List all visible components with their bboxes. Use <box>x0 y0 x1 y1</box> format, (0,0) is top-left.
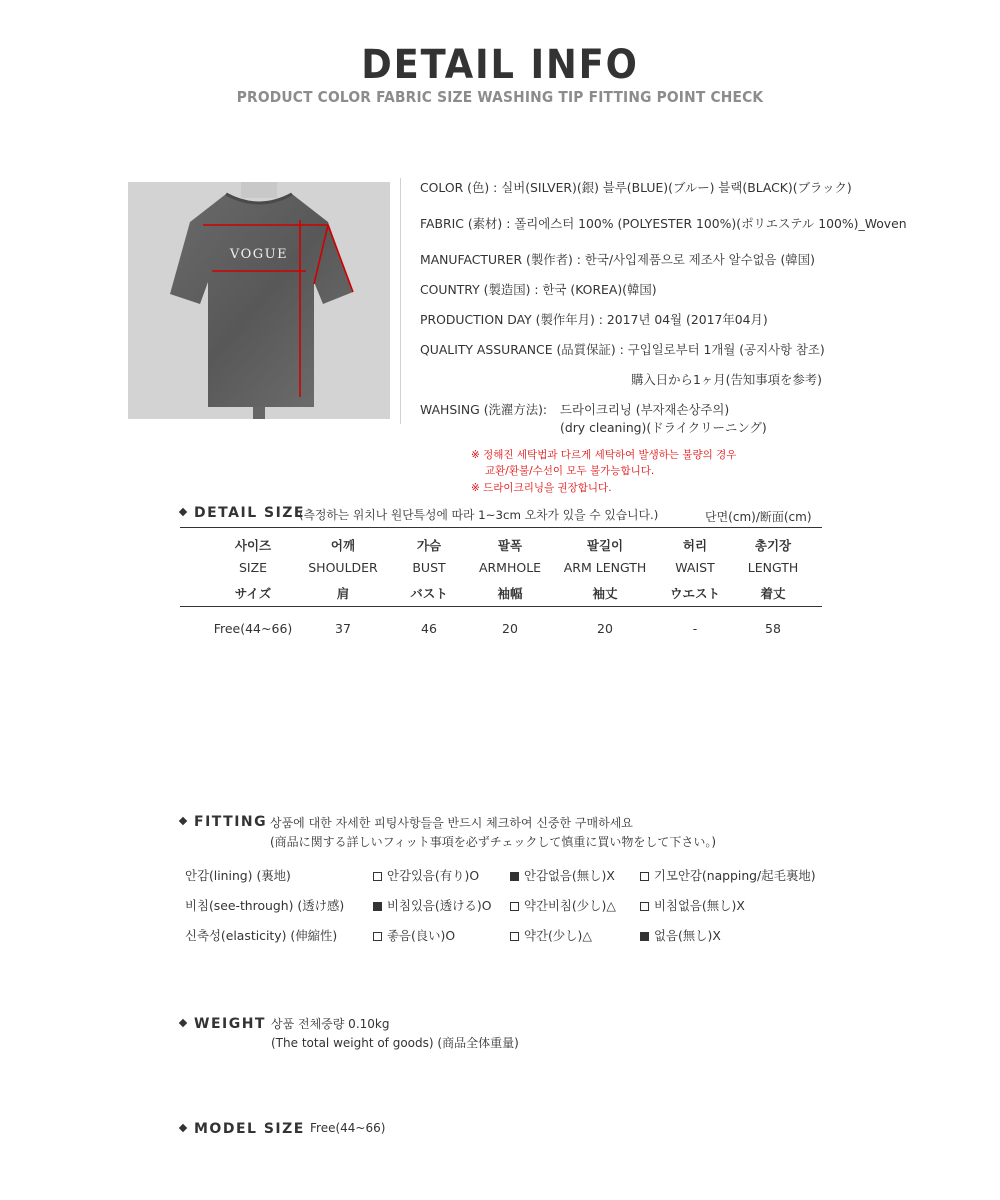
size-header-jp-6: 着丈 <box>760 586 786 601</box>
size-header-ko-0: 사이즈 <box>234 538 272 553</box>
weight-line-1: 상품 전체중량 0.10kg <box>271 1017 390 1031</box>
info-divider <box>400 178 401 424</box>
size-header-jp-0: サイズ <box>234 586 272 601</box>
size-header-ko-1: 어깨 <box>330 538 356 553</box>
fitting-label: 비침(see-through) (透け感) <box>185 898 345 913</box>
detail-size-heading: DETAIL SIZE <box>180 505 305 521</box>
size-header-ko-4: 팔길이 <box>586 538 624 553</box>
size-header-en-4: ARM LENGTH <box>563 560 647 575</box>
size-header-jp-2: バスト <box>410 586 448 601</box>
info-washing-2: (dry cleaning)(ドライクリーニング) <box>560 420 767 435</box>
page-title: DETAIL INFO <box>361 42 639 88</box>
model-size-value: Free(44~66) <box>310 1121 386 1135</box>
tshirt-illustration <box>128 182 390 419</box>
checked-box-icon <box>373 902 382 911</box>
empty-box-icon <box>640 872 649 881</box>
size-cell-2: 46 <box>421 621 437 636</box>
detail-size-note: (측정하는 위치나 원단특성에 따라 1~3cm 오차가 있을 수 있습니다.) <box>299 508 659 522</box>
empty-box-icon <box>640 902 649 911</box>
weight-line-2: (The total weight of goods) (商品全体重量) <box>271 1036 519 1050</box>
size-header-en-3: ARMHOLE <box>478 560 542 575</box>
info-country: COUNTRY (製造国) : 한국 (KOREA)(韓国) <box>420 282 657 297</box>
fitting-option <box>373 926 455 944</box>
info-manufacturer: MANUFACTURER (製作者) : 한국/사입제품으로 제조사 알수없음 (韓国) <box>420 252 815 267</box>
size-header-jp <box>180 584 822 608</box>
size-cell-1: 37 <box>335 621 351 636</box>
fitting-option-label: 비침있음(透ける)O <box>387 898 492 913</box>
size-header-en-1: SHOULDER <box>308 560 378 575</box>
size-header-ko-5: 허리 <box>682 538 708 553</box>
fitting-option <box>510 926 592 944</box>
fitting-heading: FITTING <box>180 814 267 830</box>
size-cell-5: - <box>692 621 698 636</box>
size-header-en-2: BUST <box>412 560 446 575</box>
model-size-heading: MODEL SIZE <box>180 1121 305 1137</box>
washing-notice-3: ※ 드라이크리닝을 권장합니다. <box>471 482 612 494</box>
diamond-bullet-icon <box>179 1019 187 1027</box>
page-subtitle: PRODUCT COLOR FABRIC SIZE WASHING TIP FITTING POINT CHECK <box>236 88 764 106</box>
fitting-option-label: 안감있음(有り)O <box>387 868 480 883</box>
empty-box-icon <box>373 932 382 941</box>
size-cell-0: Free(44~66) <box>213 621 293 636</box>
diamond-bullet-icon <box>179 1124 187 1132</box>
detail-size-unit: 단면(cm)/断面(cm) <box>705 510 812 524</box>
fitting-option <box>640 866 816 884</box>
fitting-option <box>373 896 491 914</box>
fitting-desc-2: (商品に関する詳しいフィット事項を必ずチェックして慎重に買い物をして下さい。) <box>270 835 717 849</box>
fitting-option-label: 비침없음(無し)X <box>654 898 745 913</box>
weight-heading: WEIGHT <box>180 1016 266 1032</box>
fitting-option-label: 좋음(良い)O <box>387 928 456 943</box>
size-header-en <box>180 560 822 584</box>
size-row-free <box>180 621 822 645</box>
info-washing-label: WAHSING (洗濯方法): <box>420 402 548 417</box>
info-quality-jp: 購入日から1ヶ月(告知事項を参考) <box>631 372 823 387</box>
size-cell-6: 58 <box>765 621 781 636</box>
fitting-option-label: 기모안감(napping/起毛裏地) <box>654 868 816 883</box>
fitting-option <box>510 866 615 884</box>
fitting-option-label: 없음(無し)X <box>654 928 721 943</box>
size-header-ko-3: 팔폭 <box>497 538 523 553</box>
fitting-option <box>510 896 616 914</box>
size-header-jp-4: 袖丈 <box>592 586 618 601</box>
checked-box-icon <box>510 872 519 881</box>
size-header-jp-5: ウエスト <box>669 586 720 601</box>
size-table <box>180 536 822 608</box>
size-header-ko <box>180 536 822 560</box>
diamond-bullet-icon <box>179 817 187 825</box>
product-photo <box>128 182 390 419</box>
size-cell-4: 20 <box>597 621 613 636</box>
fitting-label: 신축성(elasticity) (伸縮性) <box>185 928 338 943</box>
empty-box-icon <box>510 932 519 941</box>
size-header-ko-6: 총기장 <box>754 538 792 553</box>
checked-box-icon <box>640 932 649 941</box>
size-header-ko-2: 가슴 <box>416 538 442 553</box>
info-production-day: PRODUCTION DAY (製作年月) : 2017년 04월 (2017年04月) <box>420 312 768 327</box>
fitting-label: 안감(lining) (裏地) <box>185 868 291 883</box>
fitting-option <box>640 926 721 944</box>
vogue-print: VOGUE <box>229 247 289 262</box>
info-quality: QUALITY ASSURANCE (品質保証) : 구입일로부터 1개월 (공지사항 참조) <box>420 342 825 357</box>
empty-box-icon <box>373 872 382 881</box>
fitting-option <box>640 896 745 914</box>
size-cell-3: 20 <box>502 621 518 636</box>
table-top-rule <box>180 527 822 528</box>
washing-notice-2: 교환/환불/수선이 모두 불가능합니다. <box>485 465 655 477</box>
fitting-option-label: 약간비침(少し)△ <box>524 898 616 913</box>
info-fabric: FABRIC (素材) : 폴리에스터 100% (POLYESTER 100%)(ポリエステル 100%)_Woven <box>420 216 907 231</box>
info-color: COLOR (色) : 실버(SILVER)(銀) 블루(BLUE)(ブルー) 블랙(BLACK)(ブラック) <box>420 180 852 195</box>
size-header-en-6: LENGTH <box>747 560 799 575</box>
fitting-option-label: 안감없음(無し)X <box>524 868 615 883</box>
table-header-rule <box>180 606 822 607</box>
fitting-option-label: 약간(少し)△ <box>524 928 592 943</box>
info-washing-1: 드라이크리닝 (부자재손상주의) <box>560 402 730 417</box>
size-header-en-0: SIZE <box>238 560 268 575</box>
size-header-jp-3: 袖幅 <box>497 586 523 601</box>
empty-box-icon <box>510 902 519 911</box>
size-header-en-5: WAIST <box>675 560 715 575</box>
fitting-desc-1: 상품에 대한 자세한 피팅사항들을 반드시 체크하여 신중한 구매하세요 <box>270 816 633 830</box>
washing-notice-1: ※ 정해진 세탁법과 다르게 세탁하여 발생하는 불량의 경우 <box>471 449 737 461</box>
fitting-option <box>373 866 479 884</box>
diamond-bullet-icon <box>179 508 187 516</box>
size-header-jp-1: 肩 <box>336 586 350 601</box>
